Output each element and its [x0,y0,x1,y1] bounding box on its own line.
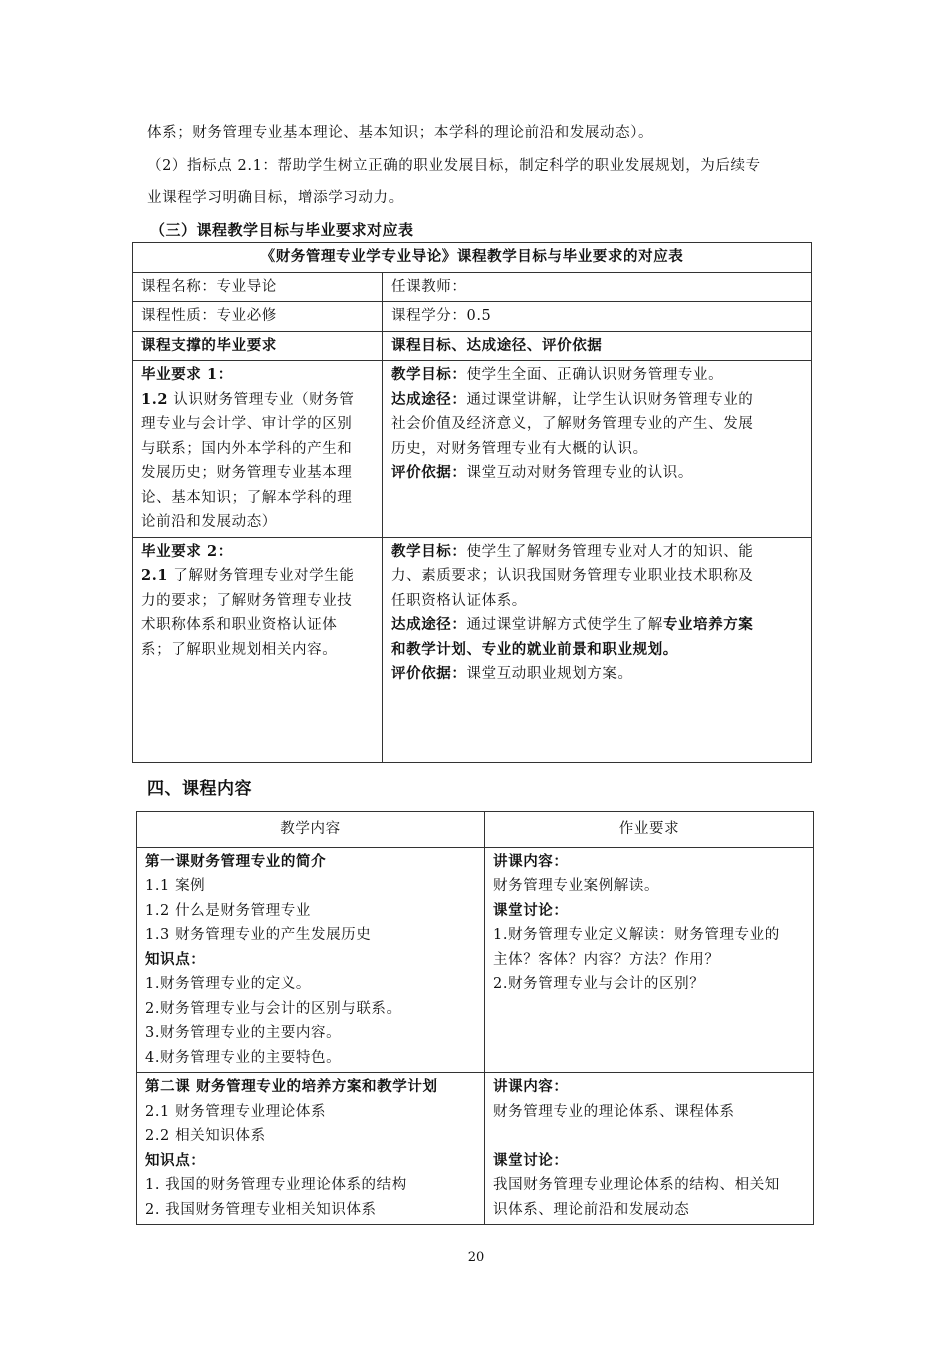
goal2-line-0: 使学生了解财务管理专业对人才的知识、能 [466,543,754,560]
lesson2-item-1: 2.2 相关知识体系 [145,1128,266,1144]
table1-title: 《财务管理专业学专业导论》课程教学目标与毕业要求的对应表 [133,243,812,273]
lesson-2-homework [485,1073,814,1225]
path2-bold-2: 和教学计划、专业的就业前景和职业规划。 [391,640,678,658]
lesson2-item-0: 2.1 财务管理专业理论体系 [145,1103,327,1120]
path1-line-0: 通过课堂讲解，让学生认识财务管理专业的 [466,391,754,408]
requirement-2 [133,537,383,762]
goal1-text: 使学生全面、正确认识财务管理专业。 [466,367,724,383]
req2-title: 毕业要求 2： [141,542,233,560]
lesson1-discuss-label: 课堂讨论： [493,901,569,919]
path1-line-1: 社会价值及经济意义，了解财务管理专业的产生、发展 [391,416,754,432]
req1-title: 毕业要求 1： [141,366,233,383]
eval2-label: 评价依据： [391,665,467,682]
credits: 课程学分：0.5 [383,302,812,332]
lesson2-title: 第二课 财务管理专业的培养方案和教学计划 [145,1078,438,1095]
lesson2-discuss-1: 识体系、理论前沿和发展动态 [493,1201,690,1218]
col-content-header: 教学内容 [137,812,485,848]
goal2-line-1: 力、素质要求；认识我国财务管理专业职业技术职称及 [391,568,754,584]
lesson2-discuss-0: 我国财务管理专业理论体系的结构、相关知 [493,1177,780,1193]
lesson2-lecture-label: 讲课内容： [493,1078,569,1095]
intro-line-1: 体系；财务管理专业基本理论、基本知识；本学科的理论前沿和发展动态）。 [147,125,654,141]
objective-2 [383,537,812,762]
req2-line-1: 力的要求；了解财务管理专业技 [141,592,353,609]
lesson2-kp-label: 知识点： [145,1151,206,1169]
lesson1-kp-3: 4.财务管理专业的主要特色。 [145,1049,342,1066]
lesson1-discuss-1: 主体？客体？内容？方法？作用？ [493,951,720,968]
teacher: 任课教师： [383,272,812,302]
eval2-text: 课堂互动职业规划方案。 [466,666,633,682]
path2-bold-1: 专业培养方案 [662,616,754,633]
lesson1-item-0: 1.1 案例 [145,878,206,894]
lesson2-lecture-text: 财务管理专业的理论体系、课程体系 [493,1103,735,1120]
lesson-1-content [137,847,485,1073]
col-homework-header: 作业要求 [485,812,814,848]
req2-num: 2.1 [141,567,169,584]
eval1-label: 评价依据： [391,464,467,481]
lesson2-kp-0: 1. 我国的财务管理专业理论体系的结构 [145,1177,407,1193]
goal2-line-2: 任职资格认证体系。 [391,592,527,609]
lesson1-discuss-0: 1.财务管理专业定义解读：财务管理专业的 [493,927,780,943]
section-3-title: （三）课程教学目标与毕业要求对应表 [150,221,414,239]
section-4-title: 四、课程内容 [147,779,252,799]
goal1-label: 教学目标： [391,366,467,383]
lesson1-kp-1: 2.财务管理专业与会计的区别与联系。 [145,1000,402,1017]
course-name: 课程名称：专业导论 [133,272,383,302]
req1-line-1: 理专业与会计学、审计学的区别 [141,416,353,432]
path1-line-2: 历史，对财务管理专业有大概的认识。 [391,440,648,457]
req2-line-3: 系；了解职业规划相关内容。 [141,641,338,658]
header-right: 课程目标、达成途径、评价依据 [383,331,812,361]
content-table [136,811,814,1225]
lesson2-discuss-label: 课堂讨论： [493,1151,569,1169]
path1-label: 达成途径： [391,390,467,408]
req1-line-4: 论、基本知识；了解本学科的理 [141,489,353,506]
lesson1-item-2: 1.3 财务管理专业的产生发展历史 [145,927,372,943]
req1-line-0: 认识财务管理专业（财务管 [168,391,355,408]
course-nature: 课程性质：专业必修 [133,302,383,332]
lesson2-kp-1: 2. 我国财务管理专业相关知识体系 [145,1201,377,1218]
lesson-2-content [137,1073,485,1225]
lesson1-kp-2: 3.财务管理专业的主要内容。 [145,1025,342,1041]
intro-line-2: （2）指标点 2.1：帮助学生树立正确的职业发展目标，制定科学的职业发展规划，为后续专 [147,158,761,174]
req1-line-3: 发展历史；财务管理专业基本理 [141,465,353,481]
lesson1-kp-0: 1.财务管理专业的定义。 [145,976,312,992]
goal2-label: 教学目标： [391,542,467,560]
req1-line-2: 与联系；国内外本学科的产生和 [141,440,353,457]
lesson1-item-1: 1.2 什么是财务管理专业 [145,902,311,919]
objective-1 [383,361,812,538]
req1-num: 1.2 [141,390,169,408]
lesson-1-homework [485,847,814,1073]
eval1-text: 课堂互动对财务管理专业的认识。 [466,465,693,481]
path2-text: 通过课堂讲解方式使学生了解 [466,617,663,633]
req2-line-2: 术职称体系和职业资格认证体 [141,617,338,633]
lesson1-lecture-text: 财务管理专业案例解读。 [493,878,660,894]
page-number: 20 [467,1250,485,1265]
lesson1-kp-label: 知识点： [145,950,206,968]
intro-line-3: 业课程学习明确目标，增添学习动力。 [147,190,404,206]
lesson1-lecture-label: 讲课内容： [493,852,569,870]
path2-label: 达成途径： [391,616,467,633]
lesson1-title: 第一课财务管理专业的简介 [145,852,327,870]
requirement-1 [133,361,383,538]
req1-line-5: 论前沿和发展动态） [141,514,277,530]
objectives-table [132,242,812,763]
lesson1-discuss-2: 2.财务管理专业与会计的区别？ [493,976,705,992]
req2-line-0: 了解财务管理专业对学生能 [168,568,355,584]
header-left: 课程支撑的毕业要求 [133,331,383,361]
